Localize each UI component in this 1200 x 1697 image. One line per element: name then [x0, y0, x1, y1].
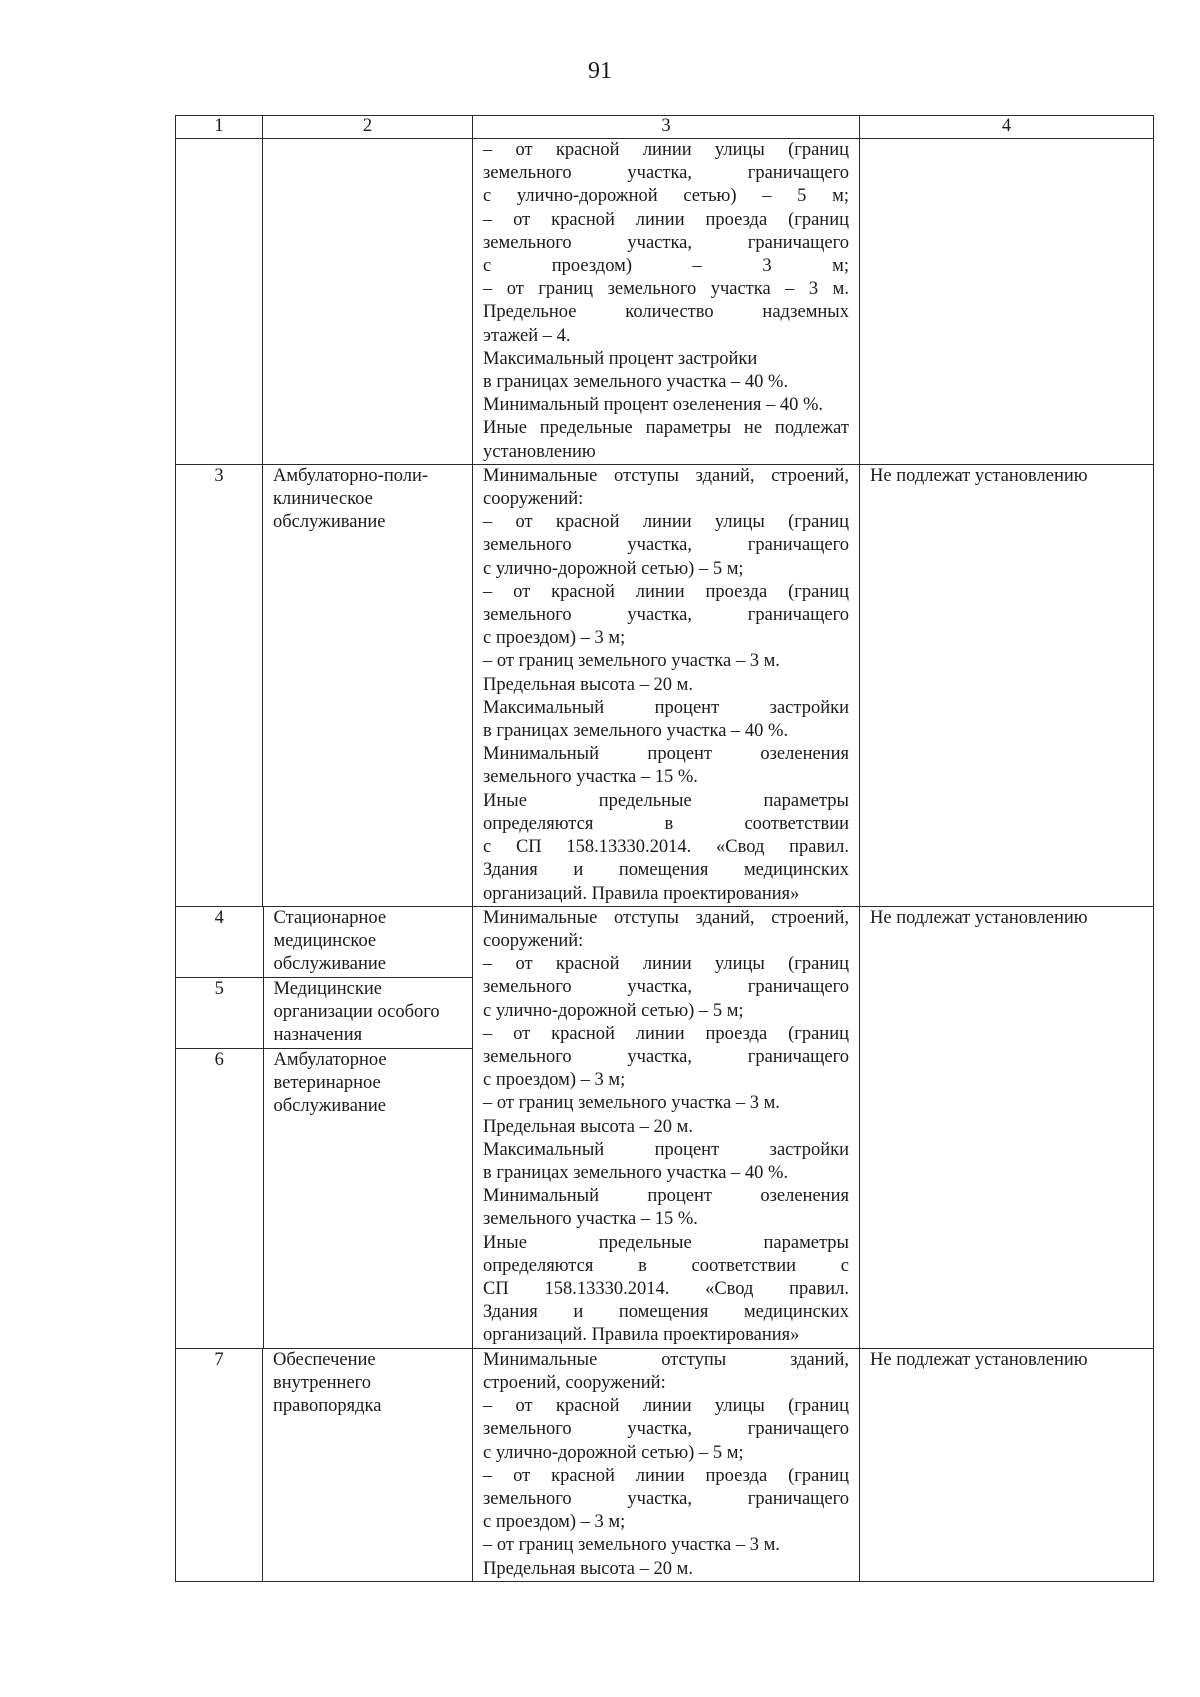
text-line: – от границ земельного участка – 3 м.: [483, 279, 849, 300]
use-type-cell: [263, 1048, 473, 1348]
text-line: земельного участка, граничащего: [483, 535, 849, 556]
text-line: Иные предельные параметры: [483, 790, 849, 811]
text-line: с улично-дорожной сетью) – 5 м;: [483, 186, 849, 207]
text-line: земельного участка, граничащего: [483, 1046, 849, 1067]
parameters-cell: [473, 464, 860, 906]
use-type-cell: [263, 464, 473, 906]
text-line: – от красной линии улицы (границ: [483, 512, 849, 533]
column-header-3: 3: [473, 116, 860, 139]
row-number-cell: 4: [214, 907, 224, 928]
text-line: Минимальные отступы зданий, строений,: [483, 465, 849, 486]
text-line: Максимальный процент застройки: [483, 1139, 849, 1160]
column-header-4: 4: [860, 116, 1154, 139]
text-line: Максимальный процент застройки: [483, 348, 758, 369]
text-line: СП 158.13330.2014. «Свод правил.: [483, 1278, 849, 1299]
text-line: в границах земельного участка – 40 %.: [483, 721, 789, 742]
table-row: [176, 906, 1154, 1348]
text-line: – от красной линии улицы (границ: [483, 954, 849, 975]
text-line: этажей – 4.: [483, 325, 571, 346]
text-line: сооружений:: [483, 489, 584, 510]
grouped-use-types-body: [176, 907, 473, 1348]
text-line: с СП 158.13330.2014. «Свод правил.: [483, 837, 849, 858]
page-number: 91: [588, 58, 612, 84]
column-header-2: 2: [263, 116, 473, 139]
text-line: земельного участка – 15 %.: [483, 1209, 698, 1230]
parameters-cell: [473, 139, 860, 465]
text-line: с проездом) – 3 м;: [483, 1070, 626, 1091]
table-header-row: [176, 116, 1154, 139]
text-line: Здания и помещения медицинских: [483, 860, 849, 881]
text-line: – от границ земельного участка – 3 м.: [483, 1093, 780, 1114]
text-line: Предельное количество надземных: [483, 302, 849, 323]
notes-cell: Не подлежат установлению: [860, 464, 1154, 906]
use-type-name-line: Стационарное: [273, 907, 387, 928]
text-line: – от красной линии проезда (границ: [483, 209, 849, 230]
notes-cell: Не подлежат установлению: [860, 906, 1154, 1348]
notes-cell: [860, 139, 1154, 465]
text-line: земельного участка, граничащего: [483, 1419, 849, 1440]
text-line: – от границ земельного участка – 3 м.: [483, 1535, 780, 1556]
text-line: Иные предельные параметры: [483, 1232, 849, 1253]
use-type-name-line: Обеспечение: [273, 1349, 376, 1370]
text-line: с улично-дорожной сетью) – 5 м;: [483, 558, 744, 579]
text-line: – от красной линии проезда (границ: [483, 1465, 849, 1486]
text-line: строений, сооружений:: [483, 1372, 666, 1393]
use-type-name-line: медицинское: [273, 930, 377, 951]
text-line: земельного участка, граничащего: [483, 605, 849, 626]
text-line: земельного участка, граничащего: [483, 163, 849, 184]
row-number-cell: [176, 139, 263, 465]
row-number-cell: 6: [176, 1048, 263, 1348]
row-number-cell: 3: [176, 464, 263, 906]
text-line: Максимальный процент застройки: [483, 697, 849, 718]
text-line: – от красной линии проезда (границ: [483, 1023, 849, 1044]
text-line: организаций. Правила проектирования»: [483, 1325, 800, 1346]
text-line: земельного участка – 15 %.: [483, 767, 698, 788]
grouped-use-types-table: [176, 907, 473, 1348]
use-type-name-line: организации особого: [273, 1001, 440, 1022]
text-line: Минимальный процент озеленения – 40 %.: [483, 395, 824, 416]
text-line: организаций. Правила проектирования»: [483, 883, 800, 904]
use-type-name-line: Амбулаторно-поли-: [273, 465, 429, 486]
text-line: Минимальные отступы зданий,: [483, 1349, 849, 1370]
text-line: определяются в соответствии с: [483, 1255, 849, 1276]
text-line: с проездом) – 3 м;: [483, 628, 626, 649]
grouped-row: [176, 1048, 473, 1348]
text-line: – от красной линии проезда (границ: [483, 581, 849, 602]
grouped-use-types: [176, 906, 473, 1348]
use-type-name-line: внутреннего: [273, 1372, 372, 1393]
text-line: с улично-дорожной сетью) – 5 м;: [483, 1000, 744, 1021]
use-type-name-line: Медицинские: [273, 978, 382, 999]
text-line: Предельная высота – 20 м.: [483, 1116, 693, 1137]
use-type-cell: [263, 1348, 473, 1581]
use-type-name-line: назначения: [273, 1025, 363, 1046]
use-type-name-line: ветеринарное: [273, 1072, 381, 1093]
use-type-cell: [263, 977, 473, 1048]
text-line: земельного участка, граничащего: [483, 977, 849, 998]
text-line: – от красной линии улицы (границ: [483, 1396, 849, 1417]
text-line: определяются в соответствии: [483, 813, 849, 834]
grouped-row: [176, 977, 473, 1048]
text-line: Минимальные отступы зданий, строений,: [483, 907, 849, 928]
text-line: сооружений:: [483, 930, 584, 951]
regulations-table: [175, 115, 1154, 1582]
text-line: установлению: [483, 441, 596, 462]
text-line: Предельная высота – 20 м.: [483, 674, 693, 695]
text-line: Здания и помещения медицинских: [483, 1302, 849, 1323]
text-line: Минимальный процент озеленения: [483, 1186, 849, 1207]
use-type-name-line: Амбулаторное: [273, 1049, 387, 1070]
text-line: земельного участка, граничащего: [483, 232, 849, 253]
use-type-name-line: обслуживание: [273, 954, 387, 975]
text-line: в границах земельного участка – 40 %.: [483, 372, 789, 393]
text-line: с проездом) – 3 м;: [483, 1512, 626, 1533]
parameters-cell: [473, 1348, 860, 1581]
use-type-cell: [263, 907, 473, 978]
grouped-row: [176, 907, 473, 978]
table-row: [176, 1348, 1154, 1581]
row-number-cell: 7: [176, 1348, 263, 1581]
text-line: Предельная высота – 20 м.: [483, 1558, 693, 1579]
text-line: земельного участка, граничащего: [483, 1488, 849, 1509]
use-type-name-line: правопорядка: [273, 1396, 382, 1417]
column-header-1: 1: [176, 116, 263, 139]
text-line: Иные предельные параметры не подлежат: [483, 418, 849, 439]
text-line: – от границ земельного участка – 3 м.: [483, 651, 780, 672]
text-line: с проездом) – 3 м;: [483, 256, 849, 277]
text-line: – от красной линии улицы (границ: [483, 140, 849, 160]
use-type-name-line: обслуживание: [273, 1096, 387, 1117]
row-number-cell: 5: [176, 977, 263, 1048]
text-line: Минимальный процент озеленения: [483, 744, 849, 765]
table-row: [176, 464, 1154, 906]
text-line: с улично-дорожной сетью) – 5 м;: [483, 1442, 744, 1463]
use-type-name-line: клиническое: [273, 489, 373, 510]
use-type-name-line: обслуживание: [273, 512, 386, 533]
table-row-continuation: [176, 139, 1154, 465]
notes-cell: Не подлежат установлению: [860, 1348, 1154, 1581]
text-line: в границах земельного участка – 40 %.: [483, 1162, 789, 1183]
parameters-cell: [473, 906, 860, 1348]
use-type-cell: [263, 139, 473, 465]
